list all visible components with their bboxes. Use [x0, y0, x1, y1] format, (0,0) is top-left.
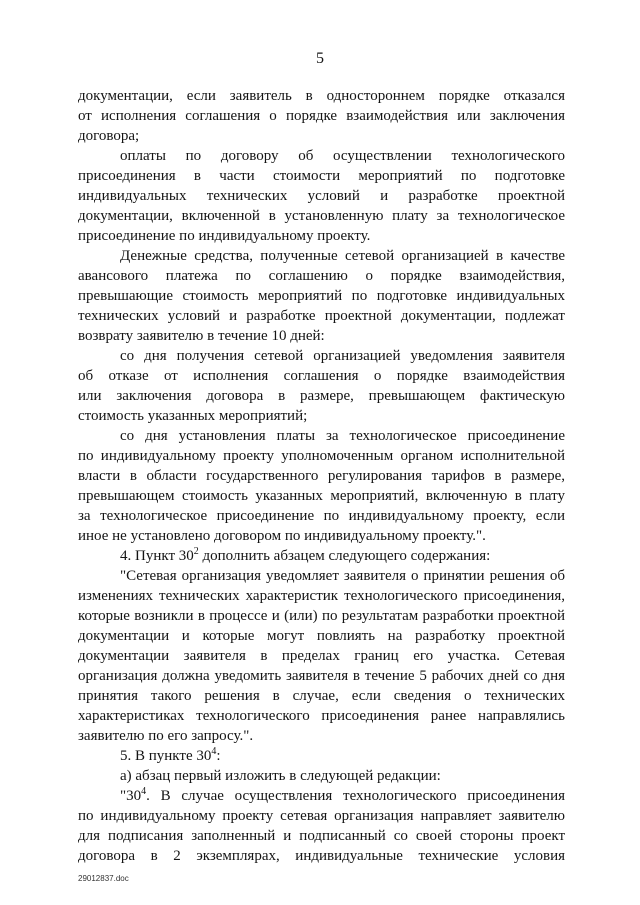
line-text-after: дополнить абзацем следующего содержания: [198, 548, 491, 564]
line-text: а) абзац первый изложить в следующей редакции: [120, 768, 441, 784]
line-text-after: : [216, 748, 221, 764]
text-line [78, 786, 565, 806]
text-line [78, 546, 565, 566]
text-line [78, 206, 565, 226]
line-text: заявителю по его запросу.". [78, 728, 254, 744]
line-text: "30 [120, 788, 142, 804]
line-text: оплаты по договору об осуществлении технологического [120, 148, 565, 164]
text-line [78, 186, 565, 206]
text-line [78, 646, 565, 666]
superscript: 4 [141, 786, 147, 797]
line-text: Денежные средства, полученные сетевой организацией в качестве [120, 248, 565, 264]
text-line [78, 706, 565, 726]
line-text: документации, если заявитель в одностороннем порядке отказался [78, 88, 565, 104]
line-text: изменениях технических характеристик технологического присоединения, [78, 588, 565, 604]
line-text: документации, включенной в установленную плату за технологическое [78, 208, 565, 224]
line-text: от исполнения соглашения о порядке взаимодействия или заключения [78, 108, 565, 124]
page-number: 5 [316, 50, 324, 67]
text-line [78, 426, 565, 446]
line-text: индивидуальных технических условий и разработке проектной [78, 188, 565, 204]
line-text: иное не установлено договором по индивидуальному проекту.". [78, 528, 486, 544]
text-line [78, 746, 565, 766]
text-line [78, 166, 565, 186]
line-text: или заключения договора в размере, превышающем фактическую [78, 388, 565, 404]
text-line [78, 346, 565, 366]
text-line [78, 86, 565, 106]
line-text: 5. В пункте 30 [120, 748, 212, 764]
line-text: превышающем стоимость указанных мероприятий, включенную в плату [78, 488, 565, 504]
text-line [78, 566, 565, 586]
text-line [78, 626, 565, 646]
line-text: "Сетевая организация уведомляет заявителя о принятии решения об [120, 568, 565, 584]
text-line [78, 506, 565, 526]
line-text: принятия такого решения в случае, если сведения о технических [78, 688, 565, 704]
line-text: договора в 2 экземплярах, индивидуальные технические условия [78, 848, 565, 864]
text-line [78, 766, 565, 786]
line-text-after: . В случае осуществления технологического присоединения [146, 788, 565, 804]
line-text: 4. Пункт 30 [120, 548, 194, 564]
line-text: за технологическое присоединение по индивидуальному проекту, если [78, 508, 565, 524]
line-text: для подписания заполненный и подписанный со своей стороны проект [78, 828, 565, 844]
line-text: технических условий и разработке проектной документации, подлежат [78, 308, 565, 324]
text-line [78, 666, 565, 686]
line-text: характеристиках технологического присоединения ранее направлялись [78, 708, 565, 724]
text-line [78, 406, 565, 426]
text-line [78, 266, 565, 286]
text-line [78, 806, 565, 826]
text-line [78, 246, 565, 266]
text-line [78, 286, 565, 306]
text-line [78, 846, 565, 866]
text-line [78, 586, 565, 606]
text-line [78, 226, 565, 246]
text-line [78, 106, 565, 126]
text-line [78, 686, 565, 706]
superscript: 4 [211, 746, 217, 757]
line-text: по индивидуальному проекту уполномоченным органом исполнительной [78, 448, 565, 464]
line-text: организация должна уведомить заявителя в течение 5 рабочих дней со дня [78, 668, 565, 684]
line-text: власти в области государственного регулирования тарифов в размере, [78, 468, 565, 484]
text-line [78, 486, 565, 506]
document-body [78, 86, 565, 866]
text-line [78, 606, 565, 626]
line-text: стоимость указанных мероприятий; [78, 408, 308, 424]
text-line [78, 446, 565, 466]
text-line [78, 466, 565, 486]
text-line [78, 726, 565, 746]
line-text: об отказе от исполнения соглашения о порядке взаимодействия [78, 368, 565, 384]
line-text: документации и которые могут повлиять на разработку проектной [78, 628, 565, 644]
text-line [78, 326, 565, 346]
line-text: возврату заявителю в течение 10 дней: [78, 328, 325, 344]
line-text: по индивидуальному проекту сетевая организация направляет заявителю [78, 808, 565, 824]
line-text: присоединение по индивидуальному проекту. [78, 228, 371, 244]
line-text: договора; [78, 128, 140, 144]
line-text: со дня получения сетевой организацией уведомления заявителя [120, 348, 565, 364]
line-text: авансового платежа по соглашению о порядке взаимодействия, [78, 268, 565, 284]
line-text: со дня установления платы за технологическое присоединение [120, 428, 565, 444]
text-line [78, 386, 565, 406]
line-text: присоединения в части стоимости мероприятий по подготовке [78, 168, 565, 184]
text-line [78, 826, 565, 846]
text-line [78, 366, 565, 386]
text-line [78, 146, 565, 166]
text-line [78, 306, 565, 326]
text-line [78, 126, 565, 146]
superscript: 2 [193, 546, 199, 557]
footer-filename: 29012837.doc [78, 874, 129, 883]
text-line [78, 526, 565, 546]
line-text: превышающие стоимость мероприятий по подготовке индивидуальных [78, 288, 565, 304]
line-text: которые возникли в процессе и (или) по результатам разработки проектной [78, 608, 565, 624]
line-text: документации заявителя в пределах границ его участка. Сетевая [78, 648, 565, 664]
